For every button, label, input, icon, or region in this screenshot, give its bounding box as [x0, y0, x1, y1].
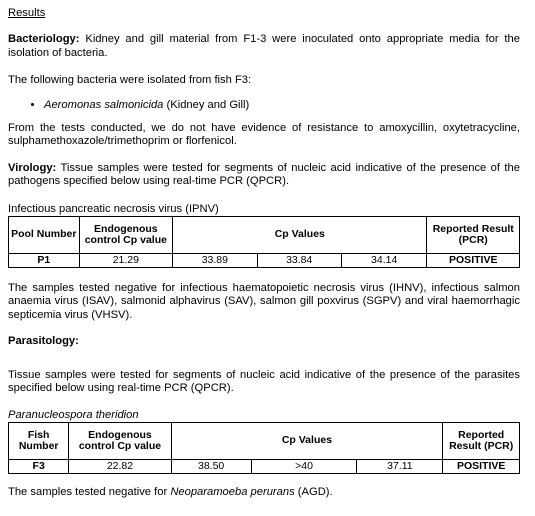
ipnv-table-caption: Infectious pancreatic necrosis virus (IPNV)	[8, 202, 219, 215]
isolated-intro: The following bacteria were isolated from fish F3:	[8, 74, 252, 86]
negative-species: Neoparamoeba perurans	[170, 485, 295, 498]
isolate-species: Aeromonas salmonicida	[44, 98, 164, 111]
report-page	[8, 6, 520, 499]
bacteriology-paragraph	[8, 33, 520, 60]
virology-label: Virology:	[8, 161, 57, 174]
header-cell: Reported Result (PCR)	[427, 216, 520, 253]
header-cell: Cp Values	[171, 422, 443, 459]
parasitology-label	[8, 335, 520, 349]
table-cell: >40	[251, 459, 357, 473]
negative-prefix: The samples tested negative for	[8, 485, 171, 498]
resistance-paragraph: From the tests conducted, we do not have evidence of resistance to amoxycillin, oxytetracycline, sulphamethoxazole/trimethoprim or florfenicol.	[8, 121, 520, 147]
header-cell: Fish Number	[9, 422, 69, 459]
pt-table	[8, 422, 520, 474]
table-cell: POSITIVE	[443, 459, 520, 473]
virology-negative-paragraph: The samples tested negative for infectious haematopoietic necrosis virus (IHNV), infectious salmon anaemia virus (ISAV), salmonid alphavirus (SAV), salmon gill poxvirus (SGPV) and viral haemorrhagic septicemia virus (VHSV).	[8, 281, 520, 321]
table-row	[9, 459, 520, 473]
table-cell: 21.29	[79, 253, 173, 267]
negative-suffix: (AGD).	[294, 485, 333, 498]
results-heading: Results	[8, 7, 46, 19]
header-cell: Endogenous control Cp value	[79, 216, 173, 253]
table-cell: P1	[9, 253, 80, 267]
table-cell: POSITIVE	[427, 253, 520, 267]
header-cell: Endogenous control Cp value	[69, 422, 171, 459]
parasitology-label-text: Parasitology:	[8, 335, 79, 347]
ipnv-table	[8, 216, 520, 268]
parasitology-negative-paragraph	[8, 486, 520, 500]
table-row	[9, 253, 520, 267]
table-cell: 34.14	[341, 253, 427, 267]
isolate-sites: (Kidney and Gill)	[163, 98, 250, 111]
header-cell: Reported Result (PCR)	[443, 422, 520, 459]
table-cell: 33.89	[173, 253, 257, 267]
bacteriology-text: Kidney and gill material from F1-3 were inoculated onto appropriate media for the isolation of bacteria.	[8, 33, 520, 59]
table-header-row	[9, 422, 520, 459]
table-cell: 37.11	[357, 459, 443, 473]
isolate-list	[8, 98, 520, 112]
header-cell: Pool Number	[9, 216, 80, 253]
table-cell: F3	[9, 459, 69, 473]
table-cell: 22.82	[69, 459, 171, 473]
pt-table-caption: Paranucleospora theridion	[8, 408, 139, 421]
table-cell: 33.84	[257, 253, 341, 267]
virology-text: Tissue samples were tested for segments of nucleic acid indicative of the presence of the pathogens specified below using real-time PCR (QPCR).	[8, 161, 520, 187]
table-header-row	[9, 216, 520, 253]
virology-paragraph	[8, 162, 520, 189]
header-cell: Cp Values	[173, 216, 427, 253]
list-item	[44, 98, 520, 112]
bacteriology-label: Bacteriology:	[8, 33, 80, 45]
parasitology-paragraph: Tissue samples were tested for segments of nucleic acid indicative of the presence of the parasites specified below using real-time PCR (QPCR).	[8, 368, 520, 394]
table-cell: 38.50	[171, 459, 251, 473]
